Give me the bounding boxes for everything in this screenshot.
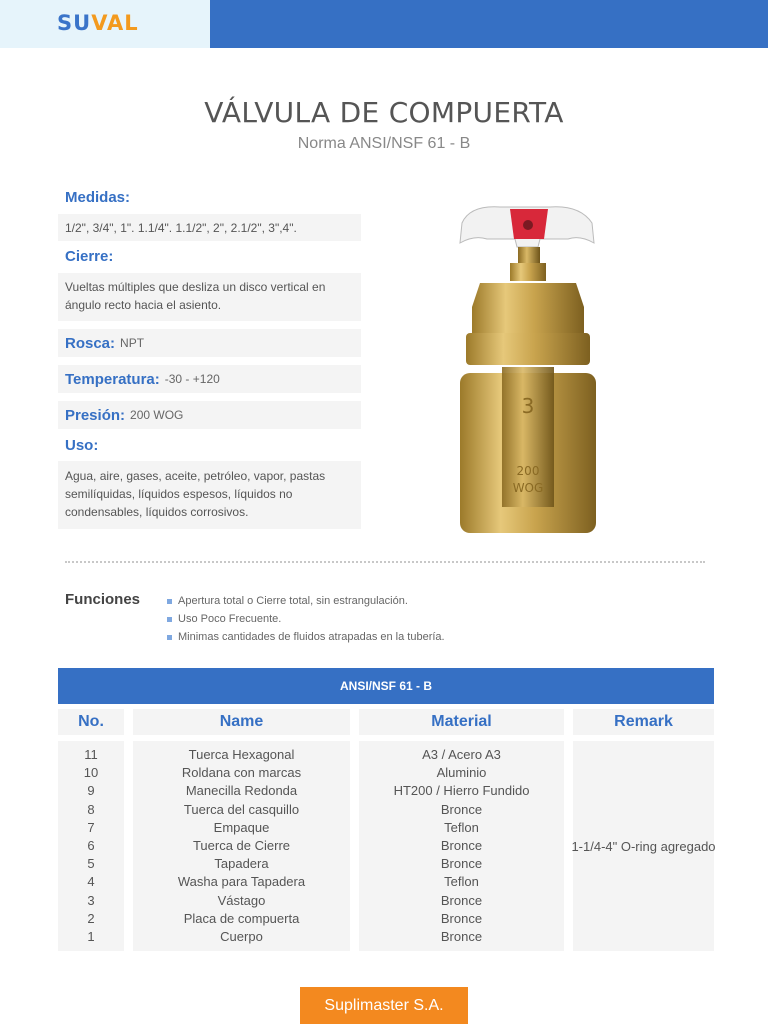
table-cell-name: Washa para Tapadera: [177, 874, 306, 890]
square-bullet-icon: [167, 635, 172, 640]
temperatura-label: Temperatura:: [65, 370, 160, 388]
table-cell-name: Cuerpo: [220, 928, 263, 944]
funciones-list: [167, 592, 445, 646]
table-cell-material: Aluminio: [436, 765, 487, 781]
table-cell-name: Tuerca del casquillo: [183, 801, 300, 817]
gate-valve-image: [440, 195, 615, 535]
table-cell-no: 10: [83, 765, 99, 781]
table-cell-name: Tuerca de Cierre: [192, 837, 291, 853]
cierre-label: Cierre:: [65, 248, 114, 265]
table-cell-name: Empaque: [213, 819, 270, 835]
table-cell-no: 4: [87, 874, 95, 890]
table-cell-name: Tuerca Hexagonal: [188, 747, 295, 762]
table-cell-no: 3: [87, 892, 95, 908]
suval-logo[interactable]: SUVAL: [57, 11, 139, 35]
header-name: Name: [133, 709, 350, 735]
suplimaster-button[interactable]: Suplimaster S.A.: [300, 987, 468, 1024]
table-cell-material: HT200 / Hierro Fundido: [393, 783, 530, 799]
uso-label: Uso:: [65, 437, 99, 454]
presion-row: [58, 401, 361, 429]
funcion-item: Uso Poco Frecuente.: [167, 610, 445, 628]
column-material: [359, 741, 564, 951]
page-title: VÁLVULA DE COMPUERTA: [204, 96, 564, 129]
table-cell-material: Bronce: [440, 928, 483, 944]
table-cell-material: Bronce: [440, 801, 483, 817]
table-cell-no: 9: [87, 783, 95, 799]
table-cell-material: A3 / Acero A3: [422, 747, 501, 762]
remark-cell: 1-1/4-4" O-ring agregado: [571, 838, 716, 854]
logo-container: [0, 0, 210, 48]
header-no: No.: [58, 709, 124, 735]
table-cell-name: Manecilla Redonda: [185, 783, 298, 799]
header-bar: [210, 0, 768, 48]
valve-body-number: 3: [521, 394, 535, 418]
table-cell-name: Tapadera: [214, 856, 269, 872]
header-remark: Remark: [573, 709, 714, 735]
medidas-label: Medidas:: [65, 189, 131, 206]
column-no: [58, 741, 124, 951]
uso-value: Agua, aire, gases, aceite, petróleo, vapor, pastas semilíquidas, líquidos espesos, líquidos no condensables, líquidos corrosivos.: [58, 461, 361, 529]
funcion-item: Minimas cantidades de fluidos atrapadas en la tubería.: [167, 628, 445, 646]
presion-value: 200 WOG: [130, 408, 184, 422]
column-name: [133, 741, 350, 951]
table-cell-no: 8: [87, 801, 95, 817]
header-material: Material: [359, 709, 564, 735]
rosca-label: Rosca:: [65, 334, 116, 352]
table-cell-no: 5: [87, 856, 95, 872]
rosca-row: [58, 329, 361, 357]
table-cell-no: 1: [87, 928, 95, 944]
table-cell-material: Bronce: [440, 837, 483, 853]
valve-marking-bottom: WOG: [512, 481, 544, 495]
table-cell-material: Bronce: [440, 910, 483, 926]
cierre-value: Vueltas múltiples que desliza un disco vertical en ángulo recto hacia el asiento.: [58, 273, 361, 321]
page-header: [0, 0, 768, 48]
presion-label: Presión:: [65, 406, 126, 424]
rosca-value: NPT: [120, 336, 145, 350]
table-cell-no: 7: [87, 819, 95, 835]
table-cell-material: Teflon: [444, 874, 479, 890]
table-cell-material: Bronce: [440, 856, 483, 872]
table-cell-material: Bronce: [440, 892, 483, 908]
page-subtitle: Norma ANSI/NSF 61 - B: [297, 135, 471, 152]
table-cell-material: Teflon: [444, 819, 479, 835]
temperatura-row: [58, 365, 361, 393]
square-bullet-icon: [167, 599, 172, 604]
table-cell-name: Vástago: [217, 892, 266, 908]
column-remark: [573, 741, 714, 951]
table-cell-name: Roldana con marcas: [181, 765, 302, 781]
table-cell-no: 2: [87, 910, 95, 926]
valve-marking-top: 200: [516, 464, 540, 478]
temperatura-value: -30 - +120: [164, 372, 220, 386]
dotted-divider: [65, 561, 705, 563]
table-cell-no: 11: [84, 747, 98, 762]
table-banner: ANSI/NSF 61 - B: [58, 668, 714, 704]
medidas-value: 1/2", 3/4", 1". 1.1/4". 1.1/2", 2", 2.1/2", 3",4".: [58, 214, 361, 241]
table-cell-name: Placa de compuerta: [183, 910, 300, 926]
funcion-item: Apertura total o Cierre total, sin estrangulación.: [167, 592, 445, 610]
table-cell-no: 6: [87, 837, 95, 853]
square-bullet-icon: [167, 617, 172, 622]
funciones-label: Funciones: [65, 591, 141, 608]
